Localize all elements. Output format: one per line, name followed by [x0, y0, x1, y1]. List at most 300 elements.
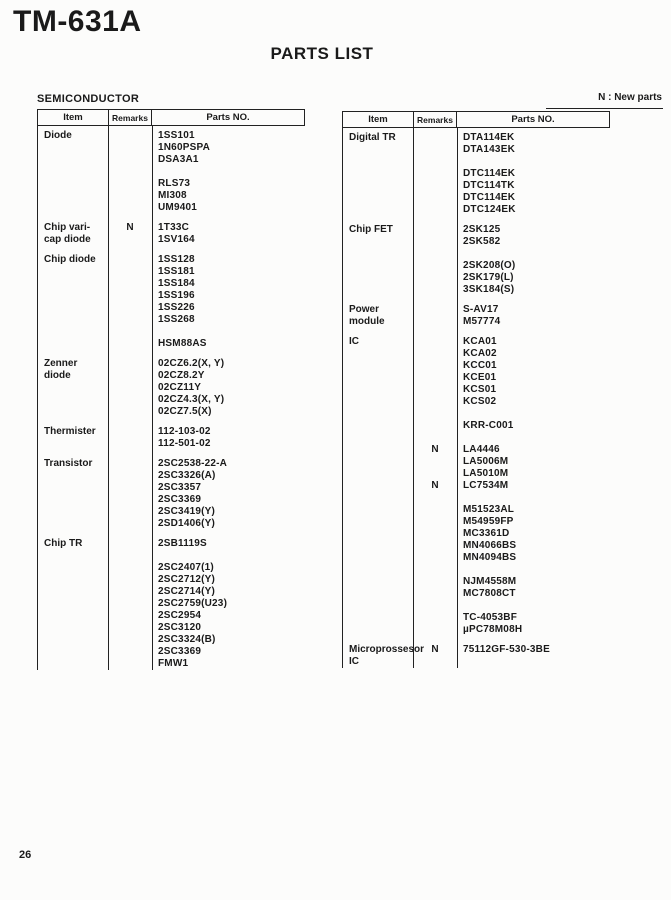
part-no-cell: LA5006M: [463, 456, 509, 467]
remarks-cell: [108, 634, 152, 646]
remarks-cell: [413, 588, 457, 600]
part-no-cell: 2SB1119S: [158, 538, 207, 549]
remarks-cell: [413, 432, 457, 444]
table-row: [413, 384, 610, 396]
part-no-cell: KCS02: [463, 396, 497, 407]
column-header-remarks: Remarks: [108, 110, 152, 125]
part-no-cell: 1SS196: [158, 290, 195, 301]
table-row: [413, 180, 610, 192]
item-label: Power module: [349, 304, 385, 327]
table-row: [108, 190, 305, 202]
remarks-cell: [413, 224, 457, 236]
part-no-cell: [152, 166, 305, 178]
remarks-cell: [108, 550, 152, 562]
part-no-cell: MC7808CT: [463, 588, 516, 599]
parts-group: [38, 426, 305, 450]
table-row: [108, 166, 305, 178]
part-no-cell: KCS01: [463, 384, 497, 395]
remarks-cell: [108, 562, 152, 574]
part-no-cell: 2SC2954: [158, 610, 202, 621]
table-row: [413, 204, 610, 216]
page-title: PARTS LIST: [270, 44, 374, 63]
part-no-cell: 2SC3326(A): [158, 470, 216, 481]
table-body: [342, 128, 610, 668]
part-no-cell: 1SS181: [158, 266, 195, 277]
page-number: 26: [19, 849, 32, 861]
remarks-cell: [413, 180, 457, 192]
part-no-cell: 2SC3120: [158, 622, 202, 633]
remarks-cell: [108, 382, 152, 394]
table-row: [108, 574, 305, 586]
parts-rows: [413, 132, 610, 216]
table-row: [108, 142, 305, 154]
table-row: [108, 470, 305, 482]
remarks-cell: N: [431, 444, 439, 455]
remarks-cell: [413, 600, 457, 612]
table-row: [108, 202, 305, 214]
remarks-cell: [413, 336, 457, 348]
item-label: Chip TR: [44, 538, 83, 549]
part-no-cell: 2SK179(L): [463, 272, 514, 283]
part-no-cell: 2SC2407(1): [158, 562, 214, 573]
remarks-cell: [413, 552, 457, 564]
table-row: [108, 550, 305, 562]
remarks-cell: [413, 504, 457, 516]
part-no-cell: [457, 600, 610, 612]
table-row: [413, 564, 610, 576]
remarks-cell: [413, 528, 457, 540]
table-row: [108, 538, 305, 550]
item-label: Microprossesor IC: [349, 644, 425, 667]
parts-rows: [413, 224, 610, 296]
table-row: [413, 192, 610, 204]
table-row: [108, 326, 305, 338]
table-row: [108, 634, 305, 646]
table-row: [413, 316, 610, 328]
remarks-cell: [108, 234, 152, 246]
table-row: [413, 336, 610, 348]
table-row: [413, 224, 610, 236]
table-row: [108, 254, 305, 266]
table-row: [108, 598, 305, 610]
table-row: [413, 492, 610, 504]
new-parts-note: N : New parts: [598, 92, 662, 103]
remarks-cell: [108, 494, 152, 506]
remarks-cell: [108, 130, 152, 142]
remarks-cell: [413, 624, 457, 636]
part-no-cell: 1SS128: [158, 254, 195, 265]
part-no-cell: MC3361D: [463, 528, 510, 539]
table-row: [108, 494, 305, 506]
remarks-cell: [413, 348, 457, 360]
part-no-cell: [457, 156, 610, 168]
part-no-cell: 1SS184: [158, 278, 195, 289]
remarks-cell: [413, 456, 457, 468]
part-no-cell: 02CZ6.2(X, Y): [158, 358, 225, 369]
table-row: [108, 586, 305, 598]
column-header-item: Item: [368, 114, 388, 125]
remarks-cell: [108, 266, 152, 278]
part-no-cell: LC7534M: [463, 480, 509, 491]
remarks-cell: [108, 302, 152, 314]
remarks-cell: [108, 482, 152, 494]
parts-group: [38, 358, 305, 418]
table-row: [413, 236, 610, 248]
remarks-cell: [413, 316, 457, 328]
table-row: [413, 396, 610, 408]
part-no-cell: DTC114EK: [463, 168, 516, 179]
table-row: [108, 266, 305, 278]
remarks-cell: [108, 202, 152, 214]
table-row: [413, 504, 610, 516]
table-row: [413, 272, 610, 284]
table-row: [108, 302, 305, 314]
part-no-cell: 2SK582: [463, 236, 501, 247]
remarks-cell: [413, 468, 457, 480]
part-no-cell: 2SC3369: [158, 646, 202, 657]
part-no-cell: LA5010M: [463, 468, 509, 479]
part-no-cell: 2SC3369: [158, 494, 202, 505]
remarks-cell: [413, 564, 457, 576]
part-no-cell: S-AV17: [463, 304, 499, 315]
table-row: [108, 154, 305, 166]
item-label: Diode: [44, 130, 72, 141]
part-no-cell: KRR-C001: [463, 420, 514, 431]
table-row: [413, 516, 610, 528]
parts-rows: [413, 336, 610, 636]
remarks-cell: [413, 304, 457, 316]
remarks-cell: [413, 168, 457, 180]
section-title-semiconductor: SEMICONDUCTOR: [37, 93, 140, 105]
remarks-cell: [413, 360, 457, 372]
parts-group: [343, 304, 610, 328]
parts-group: [38, 458, 305, 530]
table-row: [413, 360, 610, 372]
table-row: [413, 540, 610, 552]
remarks-cell: [108, 538, 152, 550]
part-no-cell: KCE01: [463, 372, 497, 383]
column-header-item: Item: [63, 112, 83, 123]
part-no-cell: 2SD1406(Y): [158, 518, 216, 529]
table-row: [413, 444, 610, 456]
table-row: [108, 234, 305, 246]
table-row: [413, 132, 610, 144]
part-no-cell: HSM88AS: [158, 338, 207, 349]
table-row: [108, 458, 305, 470]
remarks-cell: [413, 576, 457, 588]
note-underline-rule: [546, 108, 663, 109]
table-row: [413, 644, 610, 656]
parts-group: [38, 538, 305, 670]
parts-rows: [413, 644, 610, 668]
table-row: [413, 576, 610, 588]
table-row: [413, 588, 610, 600]
remarks-cell: [108, 338, 152, 350]
parts-rows: [108, 426, 305, 450]
table-row: [108, 562, 305, 574]
remarks-cell: [108, 438, 152, 450]
remarks-cell: [413, 144, 457, 156]
item-label: Thermister: [44, 426, 96, 437]
table-row: [413, 468, 610, 480]
part-no-cell: KCA01: [463, 336, 497, 347]
remarks-cell: [108, 166, 152, 178]
remarks-cell: [108, 406, 152, 418]
remarks-cell: [108, 518, 152, 530]
part-no-cell: 02CZ4.3(X, Y): [158, 394, 225, 405]
parts-group: [343, 336, 610, 636]
table-row: [108, 290, 305, 302]
part-no-cell: 2SC2714(Y): [158, 586, 216, 597]
remarks-cell: [108, 178, 152, 190]
part-no-cell: 75112GF-530-3BE: [463, 644, 550, 655]
parts-rows: [108, 458, 305, 530]
part-no-cell: 2SC3419(Y): [158, 506, 216, 517]
table-row: [413, 284, 610, 296]
table-row: [108, 370, 305, 382]
table-row: [413, 624, 610, 636]
part-no-cell: MI308: [158, 190, 187, 201]
remarks-cell: [108, 646, 152, 658]
remarks-cell: [108, 574, 152, 586]
parts-group: [343, 132, 610, 216]
part-no-cell: [457, 408, 610, 420]
part-no-cell: FMW1: [158, 658, 189, 669]
part-no-cell: M57774: [463, 316, 501, 327]
remarks-cell: [413, 284, 457, 296]
part-no-cell: 1SV164: [158, 234, 195, 245]
remarks-cell: [108, 622, 152, 634]
part-no-cell: MN4066BS: [463, 540, 517, 551]
parts-rows: [413, 304, 610, 328]
remarks-cell: [108, 394, 152, 406]
remarks-cell: [413, 492, 457, 504]
item-label: Digital TR: [349, 132, 396, 143]
part-no-cell: 2SC3357: [158, 482, 202, 493]
part-no-cell: 3SK184(S): [463, 284, 515, 295]
remarks-cell: [413, 408, 457, 420]
table-row: [413, 612, 610, 624]
part-no-cell: 112-501-02: [158, 438, 211, 449]
parts-group: [38, 254, 305, 350]
table-row: [413, 432, 610, 444]
item-label: Chip diode: [44, 254, 96, 265]
part-no-cell: DTA114EK: [463, 132, 515, 143]
parts-group: [343, 224, 610, 296]
remarks-cell: N: [431, 480, 439, 491]
part-no-cell: DTC114EK: [463, 192, 516, 203]
remarks-cell: [108, 658, 152, 670]
part-no-cell: DTA143EK: [463, 144, 515, 155]
remarks-cell: [413, 248, 457, 260]
item-label: Transistor: [44, 458, 93, 469]
parts-rows: [108, 222, 305, 246]
part-no-cell: 1T33C: [158, 222, 190, 233]
table-header: [342, 111, 610, 128]
table-row: [413, 420, 610, 432]
table-row: [413, 408, 610, 420]
item-label: Zenner diode: [44, 358, 78, 381]
remarks-cell: [413, 204, 457, 216]
part-no-cell: 1SS226: [158, 302, 195, 313]
parts-table-right: [342, 111, 610, 676]
table-row: [108, 130, 305, 142]
part-no-cell: 02CZ11Y: [158, 382, 202, 393]
table-row: [108, 646, 305, 658]
remarks-cell: [108, 586, 152, 598]
part-no-cell: 2SK208(O): [463, 260, 516, 271]
remarks-cell: [413, 236, 457, 248]
remarks-cell: [413, 420, 457, 432]
remarks-cell: [108, 326, 152, 338]
table-row: [108, 278, 305, 290]
table-body: [37, 126, 305, 670]
remarks-cell: N: [126, 222, 134, 233]
part-no-cell: MN4094BS: [463, 552, 517, 563]
table-row: [413, 168, 610, 180]
part-no-cell: KCA02: [463, 348, 497, 359]
part-no-cell: 2SK125: [463, 224, 501, 235]
column-header-remarks: Remarks: [413, 112, 457, 127]
remarks-cell: [108, 290, 152, 302]
remarks-cell: [108, 358, 152, 370]
table-row: [413, 144, 610, 156]
remarks-cell: [108, 506, 152, 518]
table-row: [108, 610, 305, 622]
remarks-cell: [413, 192, 457, 204]
table-row: [413, 248, 610, 260]
table-row: [413, 372, 610, 384]
part-no-cell: [457, 432, 610, 444]
remarks-cell: [108, 458, 152, 470]
parts-rows: [108, 538, 305, 670]
remarks-cell: [413, 612, 457, 624]
remarks-cell: [108, 190, 152, 202]
remarks-cell: N: [431, 644, 439, 655]
remarks-cell: [108, 154, 152, 166]
table-row: [108, 622, 305, 634]
remarks-cell: [108, 314, 152, 326]
remarks-cell: [108, 426, 152, 438]
part-no-cell: 2SC3324(B): [158, 634, 216, 645]
table-row: [413, 552, 610, 564]
part-no-cell: [457, 564, 610, 576]
part-no-cell: 1N60PSPA: [158, 142, 210, 153]
part-no-cell: [457, 248, 610, 260]
parts-group: [38, 222, 305, 246]
remarks-cell: [413, 272, 457, 284]
remarks-cell: [108, 470, 152, 482]
table-row: [108, 518, 305, 530]
table-row: [108, 482, 305, 494]
remarks-cell: [108, 142, 152, 154]
part-no-cell: KCC01: [463, 360, 497, 371]
parts-table-left: [37, 109, 305, 678]
remarks-cell: [108, 598, 152, 610]
remarks-cell: [413, 156, 457, 168]
part-no-cell: M54959FP: [463, 516, 514, 527]
table-row: [413, 304, 610, 316]
part-no-cell: LA4446: [463, 444, 500, 455]
remarks-cell: [413, 396, 457, 408]
parts-group: [343, 644, 610, 668]
part-no-cell: [457, 492, 610, 504]
part-no-cell: 2SC2712(Y): [158, 574, 216, 585]
table-row: [108, 314, 305, 326]
remarks-cell: [413, 132, 457, 144]
table-row: [108, 406, 305, 418]
remarks-cell: [413, 540, 457, 552]
part-no-cell: 1SS268: [158, 314, 195, 325]
table-row: [108, 382, 305, 394]
remarks-cell: [108, 610, 152, 622]
item-label: Chip FET: [349, 224, 393, 235]
part-no-cell: DTC124EK: [463, 204, 516, 215]
part-no-cell: 1SS101: [158, 130, 195, 141]
part-no-cell: [152, 550, 305, 562]
remarks-cell: [108, 370, 152, 382]
table-row: [108, 394, 305, 406]
table-row: [108, 338, 305, 350]
part-no-cell: M51523AL: [463, 504, 515, 515]
table-row: [108, 426, 305, 438]
part-no-cell: 2SC2759(U23): [158, 598, 228, 609]
part-no-cell: UM9401: [158, 202, 197, 213]
part-no-cell: µPC78M08H: [463, 624, 523, 635]
part-no-cell: 112-103-02: [158, 426, 211, 437]
column-header-parts-no: Parts NO.: [206, 112, 250, 123]
part-no-cell: RLS73: [158, 178, 191, 189]
table-row: [413, 456, 610, 468]
table-row: [108, 658, 305, 670]
column-header-parts-no: Parts NO.: [511, 114, 555, 125]
item-label: Chip vari-cap diode: [44, 222, 91, 245]
remarks-cell: [413, 516, 457, 528]
part-no-cell: DTC114TK: [463, 180, 515, 191]
table-row: [413, 480, 610, 492]
remarks-cell: [413, 372, 457, 384]
part-no-cell: TC-4053BF: [463, 612, 518, 623]
remarks-cell: [413, 384, 457, 396]
table-row: [108, 506, 305, 518]
remarks-cell: [413, 260, 457, 272]
part-no-cell: 02CZ7.5(X): [158, 406, 212, 417]
table-row: [413, 600, 610, 612]
parts-rows: [108, 130, 305, 214]
table-row: [413, 528, 610, 540]
part-no-cell: 2SC2538-22-A: [158, 458, 228, 469]
table-header: [37, 109, 305, 126]
part-no-cell: 02CZ8.2Y: [158, 370, 205, 381]
table-row: [413, 348, 610, 360]
model-number: TM-631A: [13, 5, 142, 38]
parts-rows: [108, 254, 305, 350]
table-row: [108, 358, 305, 370]
remarks-cell: [108, 254, 152, 266]
table-row: [108, 438, 305, 450]
table-row: [413, 260, 610, 272]
table-row: [413, 156, 610, 168]
part-no-cell: [152, 326, 305, 338]
item-label: IC: [349, 336, 359, 347]
table-row: [108, 222, 305, 234]
parts-rows: [108, 358, 305, 418]
part-no-cell: NJM4558M: [463, 576, 517, 587]
parts-group: [38, 130, 305, 214]
table-row: [108, 178, 305, 190]
remarks-cell: [108, 278, 152, 290]
part-no-cell: DSA3A1: [158, 154, 199, 165]
